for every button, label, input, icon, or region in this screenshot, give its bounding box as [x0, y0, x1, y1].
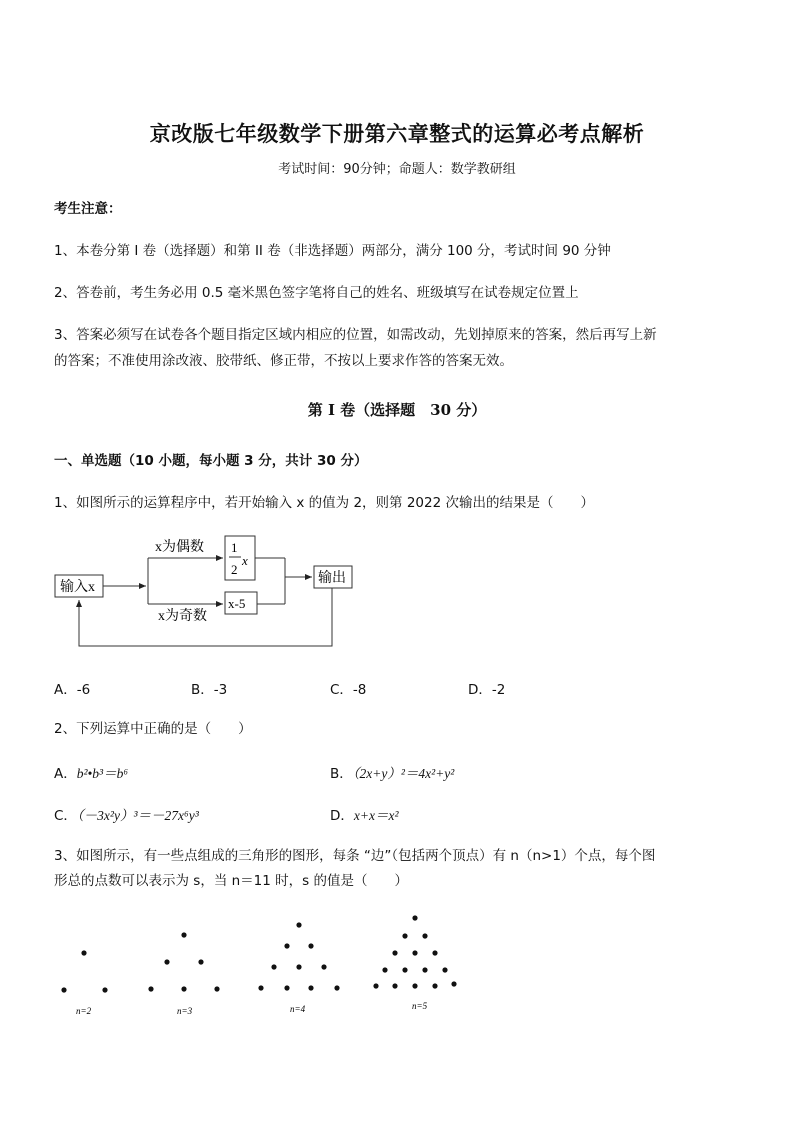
half-denominator: 2 [231, 562, 238, 577]
q2-option-c[interactable] [54, 804, 199, 824]
dot [148, 986, 153, 991]
dot [422, 933, 427, 938]
dot [164, 959, 169, 964]
dot [181, 986, 186, 991]
q1-option-b[interactable]: B．-3 [191, 682, 228, 698]
dot [392, 983, 397, 988]
flowchart-diagram [50, 530, 370, 655]
q2-option-c-label: C． [54, 808, 77, 824]
q2-option-a-label: A． [54, 766, 77, 782]
dot [412, 950, 417, 955]
dot [284, 985, 289, 990]
q2-option-b-expr: （2x+y）²＝4x²+y² [352, 766, 455, 781]
question-3-stem-line-1: 3、如图所示，有一些点组成的三角形的图形，每条 “边”（包括两个顶点）有 n（n>1）个点，每个图 [54, 848, 656, 864]
notice-item-2: 2、答卷前，考生务必用 0.5 毫米黑色签字笔将自己的姓名、班级填写在试卷规定位置上 [54, 285, 579, 301]
q2-option-b-label: B． [330, 766, 353, 782]
q2-option-d-label: D． [330, 808, 354, 824]
dot [432, 983, 437, 988]
dot [382, 967, 387, 972]
dot [412, 983, 417, 988]
input-label: 输入x [60, 580, 95, 595]
triangle-dots-figure [50, 908, 480, 1023]
notice-heading: 考生注意： [54, 201, 122, 217]
q1-option-d[interactable]: D．-2 [468, 682, 506, 698]
notice-item-1: 1、本卷分第 I 卷（选择题）和第 II 卷（非选择题）两部分，满分 100 分，考试时间 90 分钟 [54, 243, 611, 259]
q2-option-b[interactable] [330, 762, 454, 782]
label-n5: n=5 [412, 1001, 428, 1011]
part-heading: 一、单选题（10 小题，每小题 3 分，共计 30 分） [54, 453, 368, 469]
dot [373, 983, 378, 988]
q1-option-a[interactable]: A．-6 [54, 682, 91, 698]
dot [321, 964, 326, 969]
half-variable: x [242, 553, 248, 568]
dot [308, 985, 313, 990]
dot [214, 986, 219, 991]
odd-branch-label: x为奇数 [158, 609, 207, 624]
dot [198, 959, 203, 964]
q2-option-d-expr: x+x＝x² [353, 808, 399, 823]
triangle-n5 [373, 915, 456, 1011]
q2-option-a[interactable] [54, 762, 128, 782]
label-n4: n=4 [290, 1004, 306, 1014]
dot [284, 943, 289, 948]
label-n3: n=3 [177, 1006, 193, 1016]
dot [308, 943, 313, 948]
dot [451, 981, 456, 986]
half-box [225, 536, 255, 580]
question-2-stem: 2、下列运算中正确的是（ ） [54, 721, 252, 737]
output-label: 输出 [318, 571, 346, 586]
notice-item-3-cont: 的答案；不准使用涂改液、胶带纸、修正带，不按以上要求作答的答案无效。 [54, 353, 513, 369]
question-3-stem-line-2: 形总的点数可以表示为 s，当 n＝11 时，s 的值是（ ） [54, 873, 408, 889]
q2-option-d[interactable] [330, 804, 399, 824]
q1-option-c[interactable]: C．-8 [330, 682, 367, 698]
label-n2: n=2 [76, 1006, 92, 1016]
triangle-n4 [258, 922, 339, 1014]
minus-label: x-5 [228, 596, 246, 611]
dot [271, 964, 276, 969]
dot [432, 950, 437, 955]
question-1-stem: 1、如图所示的运算程序中，若开始输入 x 的值为 2，则第 2022 次输出的结果是（ ） [54, 495, 594, 511]
triangle-n2 [61, 950, 107, 1016]
dot [402, 933, 407, 938]
dot [61, 987, 66, 992]
dot [334, 985, 339, 990]
section-title: 第 I 卷（选择题 30 分） [307, 401, 487, 419]
half-numerator: 1 [231, 540, 238, 555]
notice-item-3: 3、答案必须写在试卷各个题目指定区域内相应的位置，如需改动，先划掉原来的答案，然后再写上新 [54, 327, 657, 343]
dot [181, 932, 186, 937]
dot [442, 967, 447, 972]
dot [422, 967, 427, 972]
dot [392, 950, 397, 955]
even-branch-label: x为偶数 [155, 540, 204, 555]
dot [81, 950, 86, 955]
dot [258, 985, 263, 990]
q2-option-c-expr: （－3x²y）³＝－27x⁶y³ [76, 808, 199, 823]
dot [412, 915, 417, 920]
exam-info: 考试时间：90分钟；命题人：数学教研组 [278, 162, 516, 177]
page-title: 京改版七年级数学下册第六章整式的运算必考点解析 [149, 121, 645, 146]
dot [296, 922, 301, 927]
q2-option-a-expr: b²•b³＝b⁶ [76, 766, 129, 781]
dot [402, 967, 407, 972]
dot [102, 987, 107, 992]
dot [296, 964, 301, 969]
triangle-n3 [148, 932, 219, 1016]
